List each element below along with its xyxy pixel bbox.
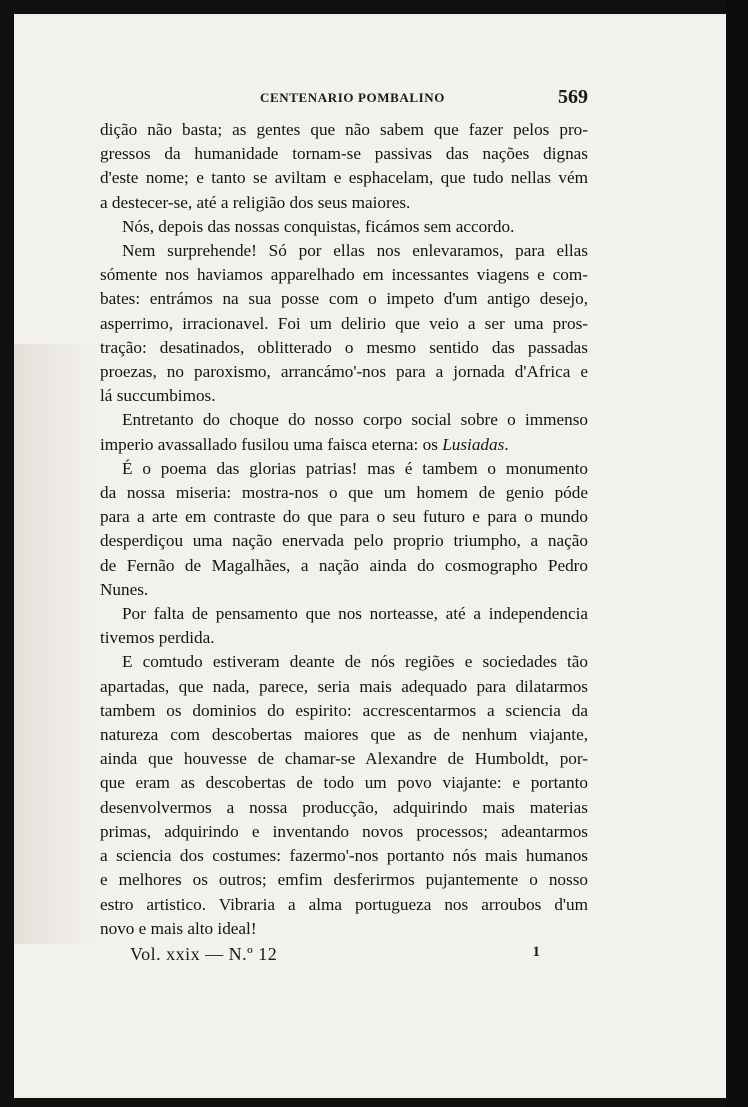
paper-fold-shadow: [14, 344, 94, 944]
signature-mark: 1: [532, 944, 540, 960]
text-line: dição não basta; as gentes que não sabem que fazer pelos pro-: [100, 120, 588, 139]
scan-edge: [726, 0, 748, 1107]
text-line: tambem os dominios do espirito: accrescentarmos a sciencia da: [100, 700, 588, 720]
text-line: proezas, no paroxismo, arrancámo'-nos para a jornada d'Africa e: [100, 362, 588, 382]
text-line: desperdiçou uma nação enervada pelo proprio triumpho, a nação: [100, 531, 588, 551]
paragraph-first-line: É o poema das glorias patrias! mas é tambem o monumento: [122, 458, 588, 478]
text-line-start: imperio avassallado fusilou uma faisca eterna: os: [100, 434, 443, 454]
volume-number: Vol. xxix — N.º 12: [130, 944, 278, 964]
paragraph-first-line: Por falta de pensamento que nos norteasse, até a independencia: [122, 604, 588, 624]
text-line: sómente nos haviamos apparelhado em incessantes viagens e com-: [100, 265, 588, 285]
text-line: lá succumbimos.: [100, 386, 216, 406]
text-line: de Fernão de Magalhães, a nação ainda do cosmographo Pedro: [100, 555, 588, 575]
text-line: [100, 433, 588, 457]
text-line: primas, adquirindo e inventando novos processos; adeantarmos: [100, 821, 588, 841]
running-head: CENTENARIO POMBALINO: [260, 90, 445, 105]
text-line: para a arte em contraste do que para o seu futuro e para o mundo: [100, 507, 588, 527]
paragraph-first-line: E comtudo estiveram deante de nós regiões e sociedades tão: [122, 652, 588, 672]
page-number: 569: [558, 86, 588, 108]
paragraph-first-line: Entretanto do choque do nosso corpo social sobre o immenso: [122, 410, 588, 430]
text-line: a sciencia dos costumes: fazermo'-nos portanto nós mais humanos: [100, 846, 588, 866]
lusiadas-title: Lusiadas: [442, 434, 505, 454]
lusiadas-period: .: [504, 434, 509, 454]
text-line: a destecer-se, até a religião dos seus maiores.: [100, 192, 411, 212]
text-line: da nossa miseria: mostra-nos o que um homem de genio póde: [100, 483, 588, 503]
text-line: tração: desatinados, oblitterado o mesmo sentido das passadas: [100, 337, 588, 357]
page-header: [100, 86, 588, 114]
text-line: gressos da humanidade tornam-se passivas das nações dignas: [100, 144, 588, 164]
text-line: apartadas, que nada, parece, seria mais adequado para dilatarmos: [100, 676, 588, 696]
page-footer: [130, 944, 540, 970]
paragraph-first-line: Nem surprehende! Só por ellas nos enlevaramos, para ellas: [122, 241, 588, 261]
text-line: que eram as descobertas de todo um povo viajante: e portanto: [100, 773, 588, 793]
text-line: ainda que houvesse de chamar-se Alexandre de Humboldt, por-: [100, 749, 588, 769]
text-line: bates: entrámos na sua posse com o impeto d'um antigo desejo,: [100, 289, 588, 309]
text-line: Nunes.: [100, 579, 149, 599]
body-text: [100, 118, 588, 941]
text-line: asperrimo, irracionavel. Foi um delirio que veio a ser uma pros-: [100, 313, 588, 333]
text-line: estro artistico. Vibraria a alma portugueza nos arroubos d'um: [100, 894, 588, 914]
paragraph-first-line: Nós, depois das nossas conquistas, ficámos sem accordo.: [122, 216, 515, 236]
text-line: tivemos perdida.: [100, 628, 215, 648]
text-line: novo e mais alto ideal!: [100, 918, 257, 938]
text-line: e melhores os outros; emfim desferirmos pujantemente o nosso: [100, 870, 588, 890]
text-line: natureza com descobertas maiores que as de nenhum viajante,: [100, 725, 588, 745]
text-line: d'este nome; e tanto se aviltam e esphacelam, que tudo nellas vém: [100, 168, 588, 188]
text-line: desenvolvermos a nossa producção, adquirindo mais materias: [100, 797, 588, 817]
